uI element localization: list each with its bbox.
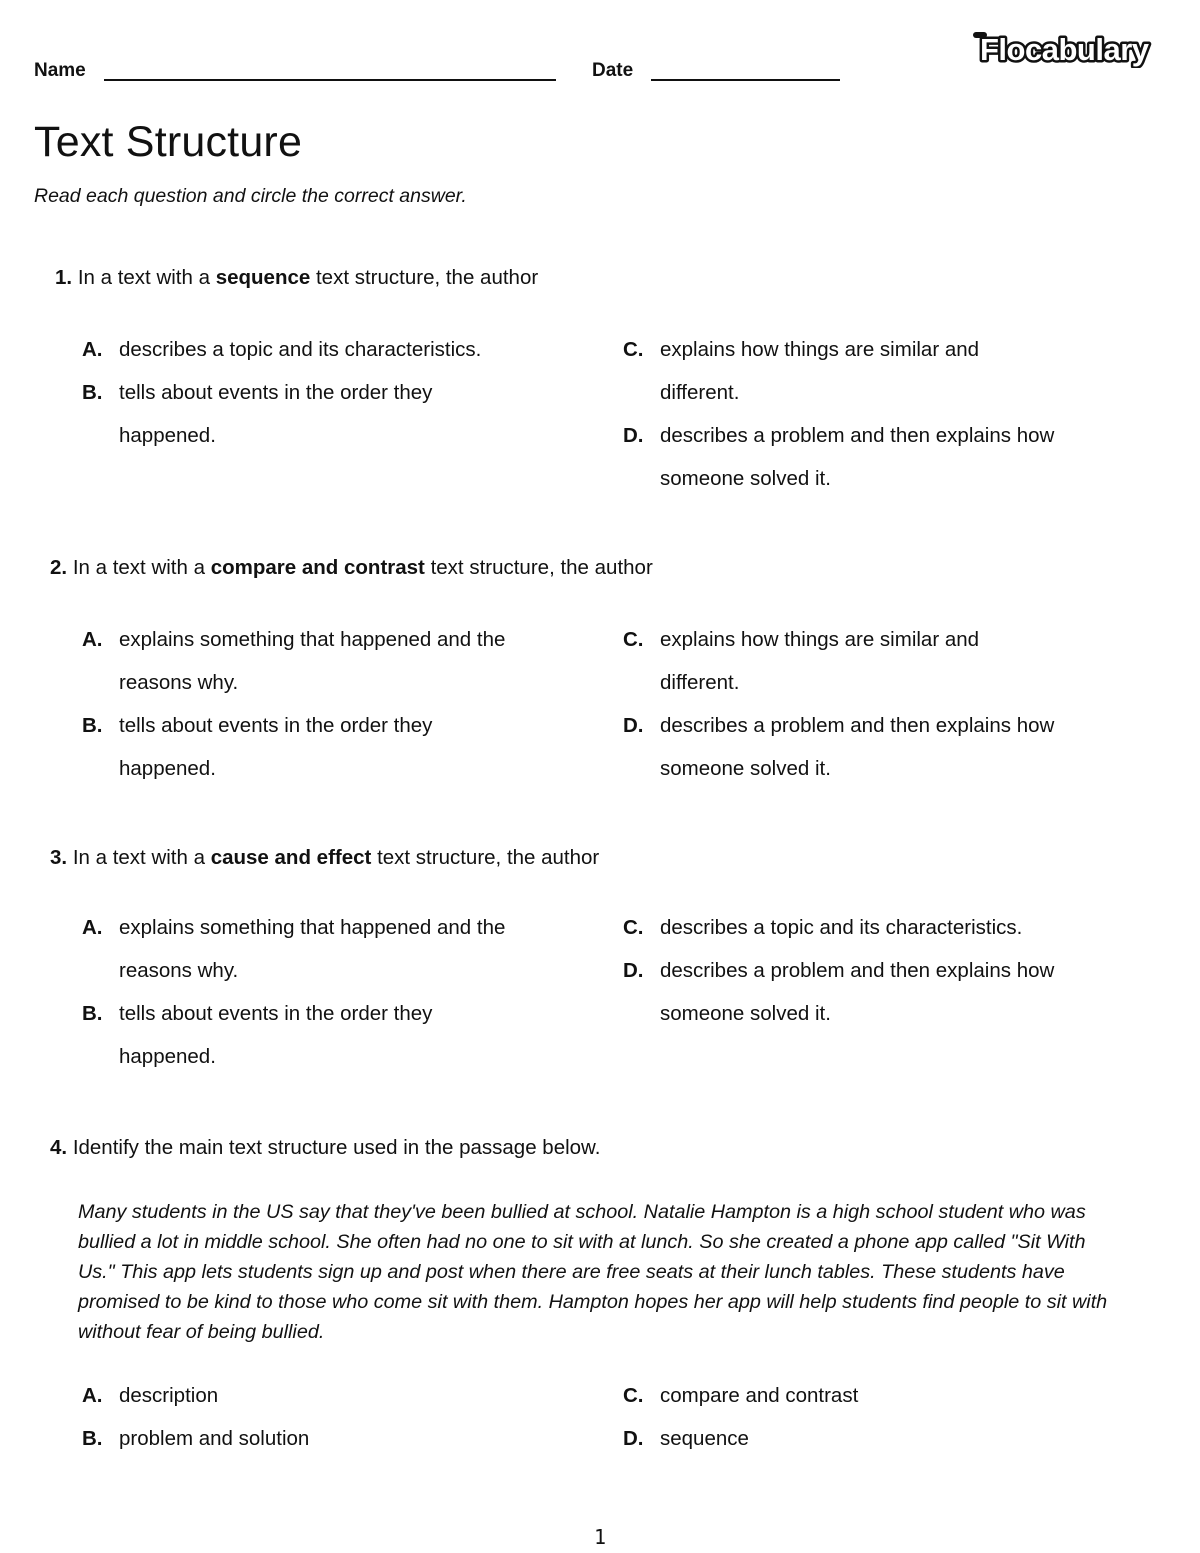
option-3c[interactable] [623,906,1123,949]
question-suffix: text structure, the author [315,266,539,289]
question-3 [50,846,599,870]
option-text: tells about events in the order they happened. [119,1002,433,1068]
question-text: Identify the main text structure used in the passage below. [72,1136,601,1159]
question-prefix: In a text with a [72,556,205,579]
option-letter: A. [82,1384,103,1407]
question-number: 1. [55,266,73,289]
option-letter: D. [623,959,644,982]
option-letter: D. [623,424,644,447]
date-label: Date [592,60,634,81]
question-keyword: sequence [215,266,311,289]
question-prefix: In a text with a [72,846,205,869]
option-text: describes a topic and its characteristics. [660,916,1023,939]
option-text: explains something that happened and the reasons why. [119,628,506,694]
option-text: description [119,1384,219,1407]
option-text: describes a problem and then explains how someone solved it. [660,959,1055,1025]
question-1 [55,266,538,290]
option-text: tells about events in the order they happened. [119,381,433,447]
name-field[interactable] [104,79,556,81]
name-label: Name [34,60,86,81]
option-text: describes a topic and its characteristics. [119,338,482,361]
option-text: tells about events in the order they happened. [119,714,433,780]
option-3b[interactable] [82,992,502,1078]
option-4b[interactable] [82,1417,542,1460]
reading-passage: Many students in the US say that they've been bullied at school. Natalie Hampton is a high school student who was bullied a lot in middle school. She often had no one to sit with at lunch. So she created a phone app called "Sit With Us." This app lets students sign up and post when there are free seats at their lunch tables. These students have promised to be kind to those who come sit with them. Hampton hopes her app will help students find people to sit with without fear of being bullied. [78,1201,1108,1343]
option-text: describes a problem and then explains how someone solved it. [660,714,1055,780]
logo-text: Flocabulary [980,32,1149,67]
option-letter: A. [82,916,103,939]
page-title: Text Structure [34,118,303,166]
option-2b[interactable] [82,704,502,790]
option-text: problem and solution [119,1427,310,1450]
option-letter: B. [82,381,103,404]
question-number: 2. [50,556,68,579]
page-number: 1 [593,1525,607,1549]
option-2d[interactable] [623,704,1123,790]
option-text: compare and contrast [660,1384,859,1407]
option-letter: A. [82,338,103,361]
option-text: sequence [660,1427,749,1450]
option-1b[interactable] [82,371,502,457]
question-keyword: compare and contrast [210,556,425,579]
option-text: explains something that happened and the reasons why. [119,916,506,982]
option-letter: C. [623,916,644,939]
option-3d[interactable] [623,949,1123,1035]
option-2a[interactable] [82,618,572,704]
option-4d[interactable] [623,1417,1083,1460]
option-text: describes a problem and then explains how someone solved it. [660,424,1055,490]
option-4c[interactable] [623,1374,1083,1417]
option-letter: B. [82,714,103,737]
date-field[interactable] [651,79,840,81]
option-letter: C. [623,628,644,651]
option-letter: C. [623,1384,644,1407]
question-2 [50,556,653,580]
option-letter: A. [82,628,103,651]
question-keyword: cause and effect [210,846,372,869]
question-suffix: text structure, the author [377,846,600,869]
flocabulary-logo [972,24,1177,68]
option-letter: D. [623,1427,644,1450]
option-letter: C. [623,338,644,361]
option-text: explains how things are similar and different. [660,628,980,694]
question-4 [50,1136,600,1160]
option-2c[interactable] [623,618,1043,704]
instructions: Read each question and circle the correct answer. [34,185,467,207]
option-letter: B. [82,1427,103,1450]
option-1a[interactable] [82,328,542,371]
question-number: 4. [50,1136,68,1159]
question-number: 3. [50,846,68,869]
option-1d[interactable] [623,414,1123,500]
option-text: explains how things are similar and different. [660,338,980,404]
option-4a[interactable] [82,1374,542,1417]
option-1c[interactable] [623,328,1043,414]
option-letter: D. [623,714,644,737]
question-prefix: In a text with a [77,266,210,289]
option-3a[interactable] [82,906,572,992]
question-suffix: text structure, the author [430,556,653,579]
option-letter: B. [82,1002,103,1025]
